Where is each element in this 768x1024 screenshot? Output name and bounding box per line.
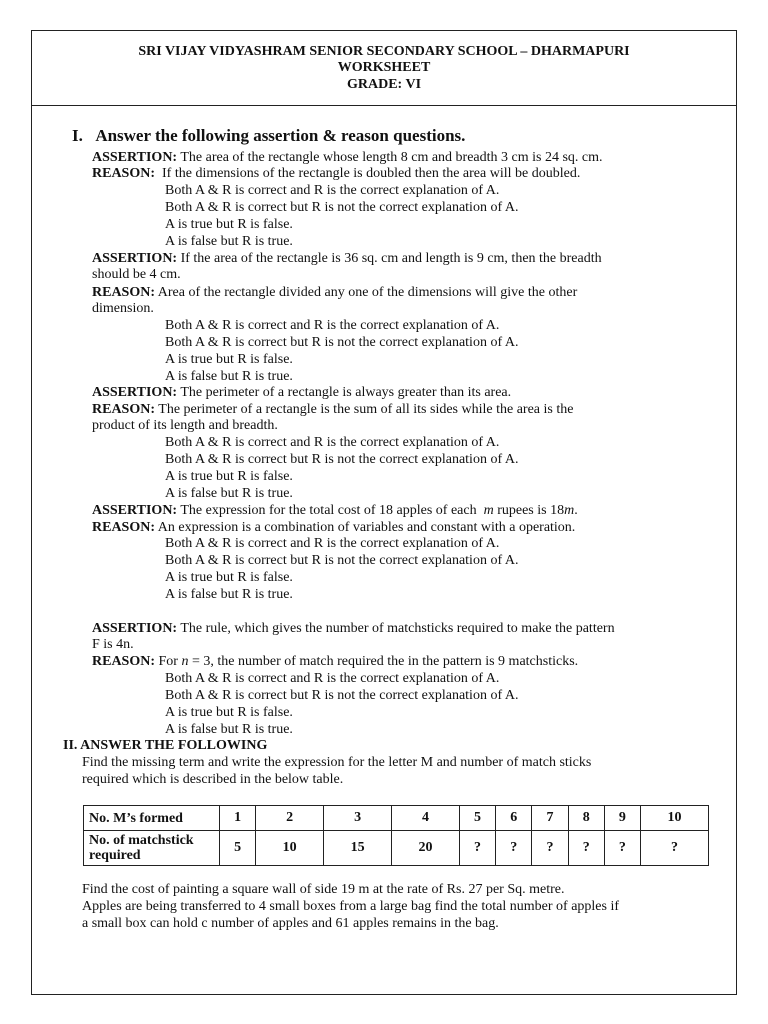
table-cell: 5 bbox=[220, 831, 256, 866]
table-cell: ? bbox=[532, 831, 568, 866]
q4-reason bbox=[92, 520, 575, 536]
grade-label: GRADE: VI bbox=[346, 77, 422, 92]
reason-label: REASON: bbox=[92, 520, 156, 535]
q2-reason-text-2: dimension. bbox=[92, 301, 154, 316]
q5-assertion-text-1: The rule, which gives the number of matchsticks required to make the pattern bbox=[180, 621, 615, 636]
q1-assertion-text: The area of the rectangle whose length 8 cm and breadth 3 cm is 24 sq. cm. bbox=[180, 150, 603, 165]
table-cell: 10 bbox=[256, 831, 324, 866]
reason-label: REASON: bbox=[92, 654, 156, 669]
s2-q2: Find the cost of painting a square wall of side 19 m at the rate of Rs. 27 per Sq. metre. bbox=[82, 882, 565, 897]
q4-option-1: Both A & R is correct and R is the correct explanation of A. bbox=[165, 536, 500, 551]
q3-option-4: A is false but R is true. bbox=[165, 486, 293, 501]
section-1-heading bbox=[72, 126, 465, 146]
table-cell: ? bbox=[604, 831, 640, 866]
q2-option-1: Both A & R is correct and R is the correct explanation of A. bbox=[165, 318, 500, 333]
s2-q1-line-2: required which is described in the below table. bbox=[82, 772, 344, 787]
q4-option-3: A is true but R is false. bbox=[165, 570, 293, 585]
table-cell: 10 bbox=[641, 806, 709, 831]
q1-option-3: A is true but R is false. bbox=[165, 217, 293, 232]
table-row bbox=[84, 806, 709, 831]
q3-reason-text-1: The perimeter of a rectangle is the sum of all its sides while the area is the bbox=[158, 402, 574, 417]
table-cell: 6 bbox=[496, 806, 532, 831]
s2-q1-line-1: Find the missing term and write the expression for the letter M and number of match sticks bbox=[82, 755, 592, 770]
table-cell: 15 bbox=[324, 831, 392, 866]
q4-assertion-pre: The expression for the total cost of 18 apples of each bbox=[180, 503, 477, 518]
table-cell: ? bbox=[496, 831, 532, 866]
q4-var-m: m bbox=[483, 503, 494, 518]
q3-option-2: Both A & R is correct but R is not the correct explanation of A. bbox=[165, 452, 519, 467]
q2-option-4: A is false but R is true. bbox=[165, 369, 293, 384]
table-cell: 3 bbox=[324, 806, 392, 831]
q4-reason-text: An expression is a combination of variables and constant with a operation. bbox=[157, 520, 576, 535]
reason-label: REASON: bbox=[92, 285, 156, 300]
q2-reason bbox=[92, 285, 577, 301]
q5-reason bbox=[92, 654, 578, 670]
q3-reason-text-2: product of its length and breadth. bbox=[92, 418, 278, 433]
assertion-label: ASSERTION: bbox=[92, 150, 178, 165]
table-cell: 8 bbox=[568, 806, 604, 831]
reason-label: REASON: bbox=[92, 402, 156, 417]
table-row bbox=[84, 831, 709, 866]
q5-reason-post: = 3, the number of match required the in the pattern is 9 matchsticks. bbox=[191, 654, 579, 669]
section-1-number: I. bbox=[72, 126, 83, 145]
section-2-heading: II. ANSWER THE FOLLOWING bbox=[63, 738, 268, 753]
q5-assertion-text-2: F is 4n. bbox=[92, 637, 134, 652]
q1-option-2: Both A & R is correct but R is not the correct explanation of A. bbox=[165, 200, 519, 215]
q2-option-2: Both A & R is correct but R is not the correct explanation of A. bbox=[165, 335, 519, 350]
table-cell: 2 bbox=[256, 806, 324, 831]
table-cell: ? bbox=[641, 831, 709, 866]
assertion-label: ASSERTION: bbox=[92, 621, 178, 636]
q5-option-1: Both A & R is correct and R is the correct explanation of A. bbox=[165, 671, 500, 686]
table-cell: 9 bbox=[604, 806, 640, 831]
school-name: SRI VIJAY VIDYASHRAM SENIOR SECONDARY SCHOOL – DHARMAPURI bbox=[138, 44, 630, 59]
row-label-line-1: No. of matchstick bbox=[89, 833, 194, 848]
s2-q3-line-1: Apples are being transferred to 4 small boxes from a large bag find the total number of apples if bbox=[82, 899, 620, 914]
q1-reason bbox=[92, 166, 580, 182]
q5-option-4: A is false but R is true. bbox=[165, 722, 293, 737]
q5-assertion bbox=[92, 621, 615, 637]
q3-reason bbox=[92, 402, 573, 418]
q5-option-3: A is true but R is false. bbox=[165, 705, 293, 720]
q4-assertion bbox=[92, 503, 578, 519]
table-cell: 20 bbox=[392, 831, 460, 866]
q5-option-2: Both A & R is correct but R is not the correct explanation of A. bbox=[165, 688, 519, 703]
q4-assertion-end: . bbox=[574, 503, 578, 518]
table-row-label bbox=[84, 831, 220, 866]
worksheet-title: WORKSHEET bbox=[337, 60, 431, 75]
reason-label: REASON: bbox=[92, 166, 156, 181]
s2-q3-line-2: a small box can hold c number of apples and 61 apples remains in the bag. bbox=[82, 916, 499, 931]
header-divider bbox=[31, 105, 737, 106]
q4-option-2: Both A & R is correct but R is not the correct explanation of A. bbox=[165, 553, 519, 568]
q1-assertion bbox=[92, 150, 603, 166]
q1-reason-text: If the dimensions of the rectangle is doubled then the area will be doubled. bbox=[162, 166, 581, 181]
assertion-label: ASSERTION: bbox=[92, 503, 178, 518]
q3-assertion bbox=[92, 385, 511, 401]
table-cell: ? bbox=[459, 831, 495, 866]
row-label-line-2: required bbox=[89, 848, 141, 863]
q4-assertion-mid: rupees is 18 bbox=[497, 503, 565, 518]
matchstick-table bbox=[83, 805, 709, 866]
q3-option-1: Both A & R is correct and R is the correct explanation of A. bbox=[165, 435, 500, 450]
table-row-label: No. M’s formed bbox=[84, 806, 220, 831]
section-1-title: Answer the following assertion & reason questions. bbox=[95, 126, 466, 145]
q4-option-4: A is false but R is true. bbox=[165, 587, 293, 602]
q2-reason-text-1: Area of the rectangle divided any one of the dimensions will give the other bbox=[157, 285, 578, 300]
table-cell: 4 bbox=[392, 806, 460, 831]
q4-var-m2: m bbox=[564, 503, 575, 518]
q1-option-1: Both A & R is correct and R is the correct explanation of A. bbox=[165, 183, 500, 198]
assertion-label: ASSERTION: bbox=[92, 251, 178, 266]
q3-assertion-text: The perimeter of a rectangle is always greater than its area. bbox=[180, 385, 512, 400]
table-cell: 5 bbox=[459, 806, 495, 831]
table-cell: ? bbox=[568, 831, 604, 866]
q2-option-3: A is true but R is false. bbox=[165, 352, 293, 367]
q2-assertion-text-2: should be 4 cm. bbox=[92, 267, 181, 282]
q1-option-4: A is false but R is true. bbox=[165, 234, 293, 249]
q3-option-3: A is true but R is false. bbox=[165, 469, 293, 484]
q2-assertion bbox=[92, 251, 602, 267]
assertion-label: ASSERTION: bbox=[92, 385, 178, 400]
q2-assertion-text-1: If the area of the rectangle is 36 sq. cm and length is 9 cm, then the breadth bbox=[180, 251, 602, 266]
q5-var-n: n bbox=[181, 654, 189, 669]
table-cell: 1 bbox=[220, 806, 256, 831]
q5-reason-pre: For bbox=[158, 654, 178, 669]
table-cell: 7 bbox=[532, 806, 568, 831]
